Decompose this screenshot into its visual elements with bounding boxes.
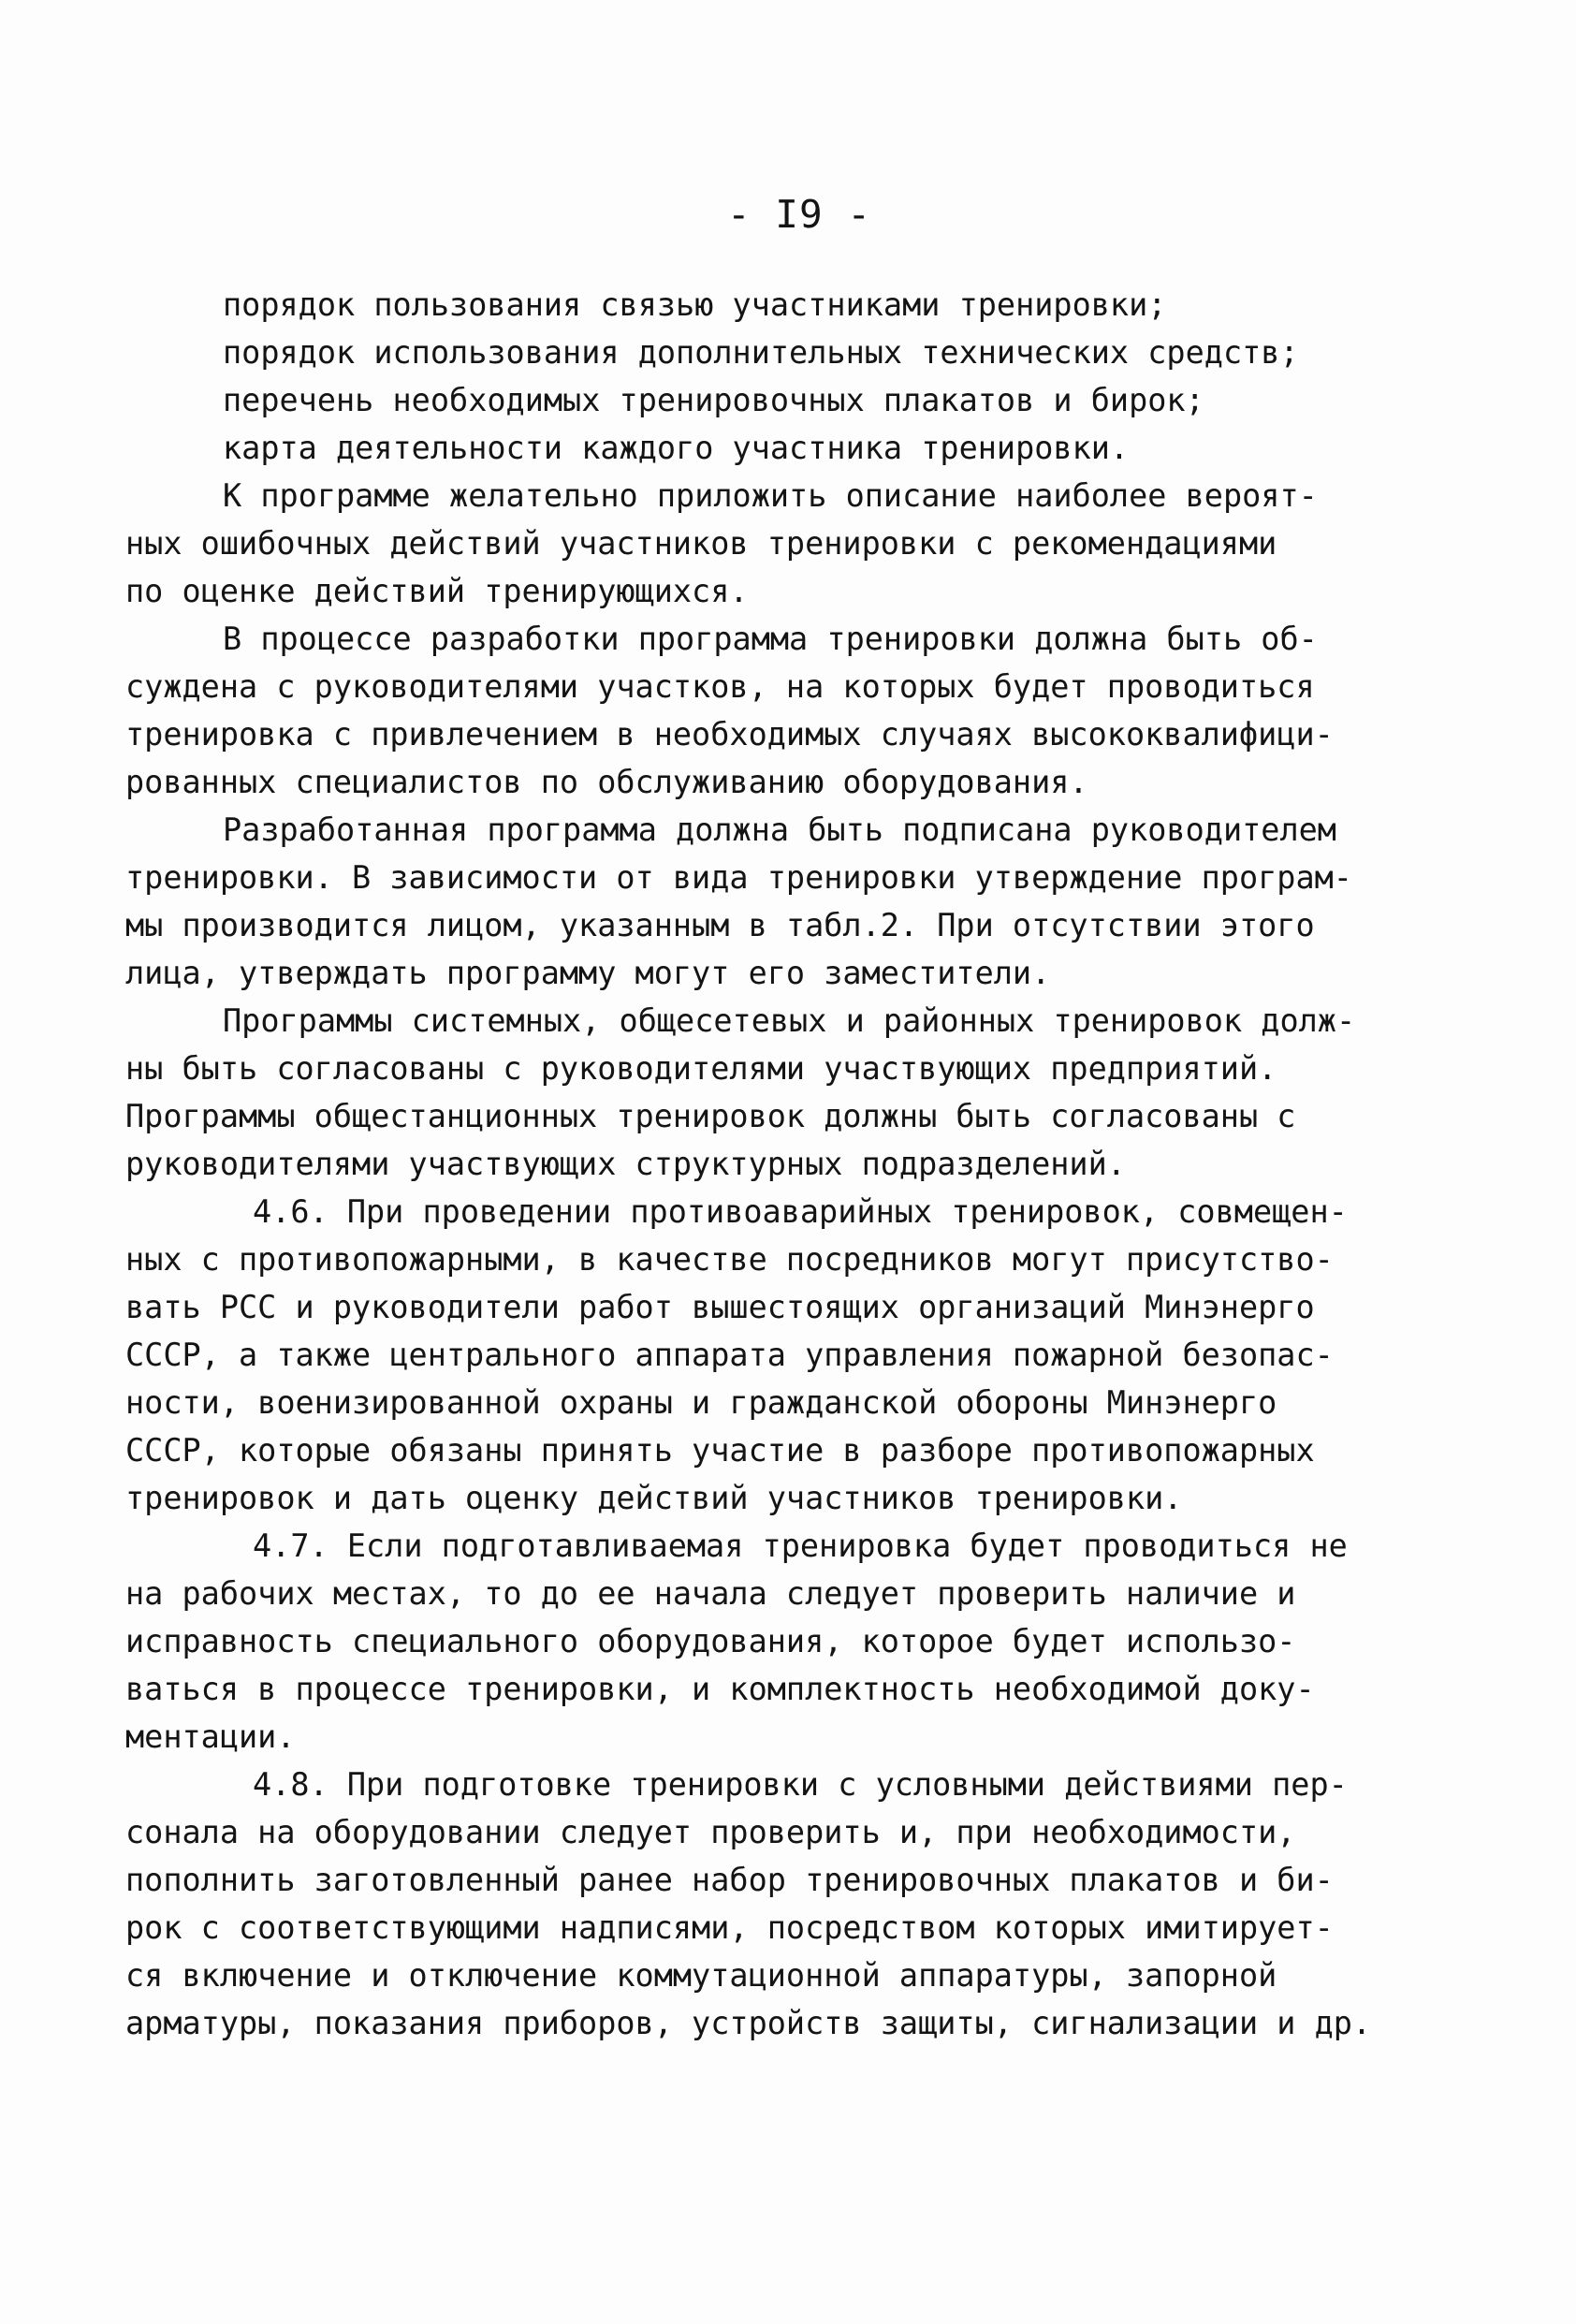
text-line: порядок использования дополнительных технических средств; xyxy=(223,334,1299,371)
text-line: ны быть согласованы с руководителями участвующих предприятий. xyxy=(125,1050,1277,1087)
text-line: СССР, а также центрального аппарата управления пожарной безопас- xyxy=(125,1337,1334,1373)
paragraph-first-line: К программе желательно приложить описание наиболее вероят- xyxy=(223,477,1318,514)
text-line: Программы общестанционных тренировок должны быть согласованы с xyxy=(125,1098,1296,1134)
text-line: исправность специального оборудования, которое будет использо- xyxy=(125,1623,1296,1659)
text-line: сонала на оборудовании следует проверить и, при необходимости, xyxy=(125,1814,1296,1850)
text-line: лица, утверждать программу могут его заместители. xyxy=(125,955,1051,991)
paragraph-first-line: В процессе разработки программа тренировки должна быть об- xyxy=(223,621,1318,657)
text-line: порядок пользования связью участниками тренировки; xyxy=(223,286,1167,323)
text-line: перечень необходимых тренировочных плакатов и бирок; xyxy=(223,382,1204,418)
text-line: тренировки. В зависимости от вида тренировки утверждение програм- xyxy=(125,859,1352,896)
text-line: пополнить заготовленный ранее набор тренировочных плакатов и би- xyxy=(125,1862,1334,1898)
text-line: ментации. xyxy=(125,1718,296,1755)
text-line: карта деятельности каждого участника тренировки. xyxy=(223,430,1130,466)
text-line: СССР, которые обязаны принять участие в разборе противопожарных xyxy=(125,1432,1315,1469)
text-line: тренировок и дать оценку действий участников тренировки. xyxy=(125,1480,1183,1516)
text-line: мы производится лицом, указанным в табл.2. При отсутствии этого xyxy=(125,907,1315,943)
text-line: ных с противопожарными, в качестве посредников могут присутство- xyxy=(125,1241,1334,1278)
text-line: на рабочих местах, то до ее начала следует проверить наличие и xyxy=(125,1575,1296,1612)
text-line: ных ошибочных действий участников тренировки с рекомендациями xyxy=(125,525,1277,562)
text-line: вать РСС и руководители работ вышестоящих организаций Минэнерго xyxy=(125,1289,1315,1325)
section-4-6-heading-line: 4.6. При проведении противоаварийных тренировок, совмещен- xyxy=(253,1193,1348,1230)
section-4-7-heading-line: 4.7. Если подготавливаемая тренировка будет проводиться не xyxy=(253,1527,1348,1564)
text-line: ваться в процессе тренировки, и комплектность необходимой доку- xyxy=(125,1671,1315,1707)
text-line: рок с соответствующими надписями, посредством которых имитирует- xyxy=(125,1909,1334,1946)
text-line: арматуры, показания приборов, устройств защиты, сигнализации и др. xyxy=(125,2005,1372,2041)
text-line: руководителями участвующих структурных подразделений. xyxy=(125,1146,1126,1182)
text-line: тренировка с привлечением в необходимых случаях высококвалифици- xyxy=(125,716,1334,753)
text-line: суждена с руководителями участков, на которых будет проводиться xyxy=(125,668,1315,705)
text-line: рованных специалистов по обслуживанию оборудования. xyxy=(125,764,1088,800)
text-line: ся включение и отключение коммутационной аппаратуры, запорной xyxy=(125,1957,1277,1994)
text-line: по оценке действий тренирующихся. xyxy=(125,573,749,609)
paragraph-first-line: Программы системных, общесетевых и районных тренировок долж- xyxy=(223,1002,1356,1039)
body-text xyxy=(125,281,1423,2047)
text-line: ности, военизированной охраны и гражданской обороны Минэнерго xyxy=(125,1384,1277,1421)
page-number: - I9 - xyxy=(726,192,872,237)
paragraph-first-line: Разработанная программа должна быть подписана руководителем xyxy=(223,811,1336,848)
section-4-8-heading-line: 4.8. При подготовке тренировки с условными действиями пер- xyxy=(253,1766,1348,1803)
